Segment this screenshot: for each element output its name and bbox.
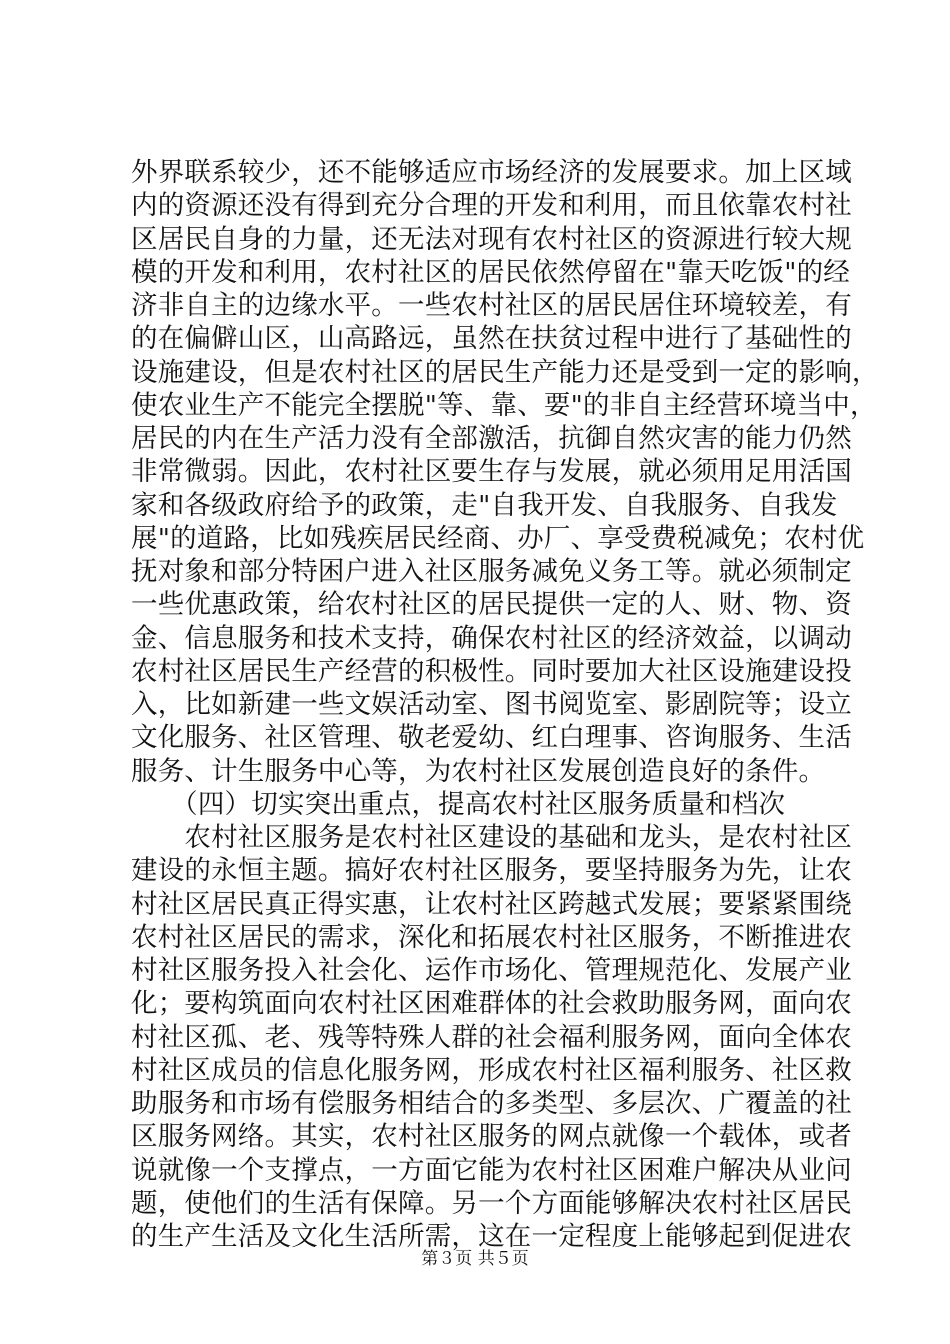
- text-line: 村社区成员的信息化服务网，形成农村社区福利服务、社区救: [131, 1054, 852, 1086]
- text-line: 设施建设，但是农村社区的居民生产能力还是受到一定的影响，: [131, 356, 879, 388]
- text-line: 展"的道路，比如残疾居民经商、办厂、享受费税减免；农村优: [131, 522, 865, 554]
- text-line: 说就像一个支撑点，一方面它能为农村社区困难户解决从业问: [131, 1154, 852, 1186]
- text-line: 济非自主的边缘水平。一些农村社区的居民居住环境较差，有: [131, 290, 852, 321]
- text-line: 服务、计生服务中心等，为农村社区发展创造良好的条件。: [131, 755, 826, 787]
- text-line: 的生产生活及文化生活所需，这在一定程度上能够起到促进农: [131, 1221, 852, 1252]
- text-line: 外界联系较少，还不能够适应市场经济的发展要求。加上区域: [131, 157, 852, 188]
- text-line: 金、信息服务和技术支持，确保农村社区的经济效益，以调动: [131, 622, 852, 654]
- text-line: 的在偏僻山区，山高路远，虽然在扶贫过程中进行了基础性的: [131, 323, 852, 355]
- text-line: 抚对象和部分特困户进入社区服务减免义务工等。就必须制定: [131, 556, 852, 587]
- text-line: 区服务网络。其实，农村社区服务的网点就像一个载体，或者: [131, 1121, 852, 1153]
- text-line: 内的资源还没有得到充分合理的开发和利用，而且依靠农村社: [131, 190, 852, 222]
- text-line: 题，使他们的生活有保障。另一个方面能够解决农村社区居民: [131, 1187, 852, 1219]
- text-line: 家和各级政府给予的政策，走"自我开发、自我服务、自我发: [131, 489, 838, 521]
- text-line: 一些优惠政策，给农村社区的居民提供一定的人、财、物、资: [131, 589, 852, 621]
- text-line: 农村社区居民生产经营的积极性。同时要加大社区设施建设投: [131, 655, 852, 687]
- text-line: 使农业生产不能完全摆脱"等、靠、要"的非自主经营环境当中，: [131, 389, 877, 421]
- text-line: 非常微弱。因此，农村社区要生存与发展，就必须用足用活国: [131, 456, 852, 488]
- text-line: 农村社区服务是农村社区建设的基础和龙头，是农村社区: [131, 822, 852, 853]
- text-line: 区居民自身的力量，还无法对现有农村社区的资源进行较大规: [131, 223, 852, 255]
- text-line: 化；要构筑面向农村社区困难群体的社会救助服务网，面向农: [131, 988, 852, 1020]
- text-line: 建设的永恒主题。搞好农村社区服务，要坚持服务为先，让农: [131, 855, 852, 887]
- text-line: 助服务和市场有偿服务相结合的多类型、多层次、广覆盖的社: [131, 1088, 852, 1119]
- text-line: 居民的内在生产活力没有全部激活，抗御自然灾害的能力仍然: [131, 423, 852, 454]
- text-line: （四）切实突出重点，提高农村社区服务质量和档次: [131, 788, 786, 820]
- text-line: 村社区服务投入社会化、运作市场化、管理规范化、发展产业: [131, 955, 852, 986]
- text-line: 文化服务、社区管理、敬老爱幼、红白理事、咨询服务、生活: [131, 722, 852, 754]
- page-footer: 第３页 共５页: [421, 1249, 529, 1269]
- text-line: 模的开发和利用，农村社区的居民依然停留在"靠天吃饭"的经: [131, 256, 850, 288]
- text-line: 入，比如新建一些文娱活动室、图书阅览室、影剧院等；设立: [131, 689, 852, 720]
- body-text: [131, 156, 879, 1253]
- text-line: 农村社区居民的需求，深化和拓展农村社区服务，不断推进农: [131, 921, 852, 953]
- text-line: 村社区孤、老、残等特殊人群的社会福利服务网，面向全体农: [131, 1021, 852, 1053]
- text-line: 村社区居民真正得实惠，让农村社区跨越式发展；要紧紧围绕: [131, 888, 852, 920]
